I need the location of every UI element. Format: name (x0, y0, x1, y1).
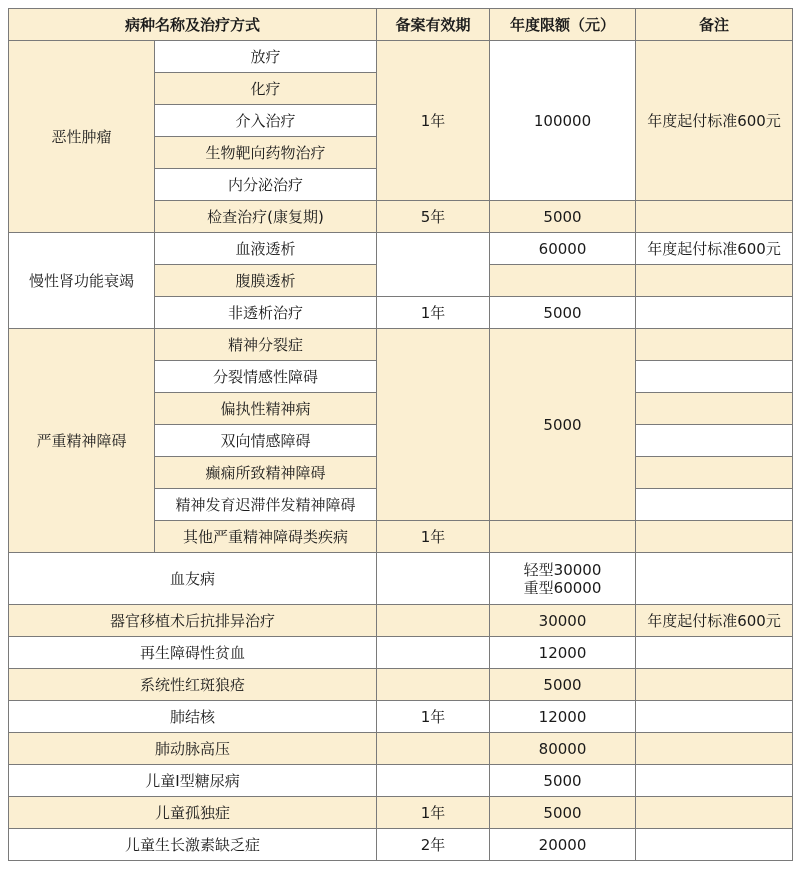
treatment-cell: 偏执性精神病 (155, 393, 377, 425)
limit-cell (490, 553, 636, 605)
validity-cell: 1年 (377, 797, 490, 829)
group-cancer-name: 恶性肿瘤 (9, 41, 155, 233)
validity-cell (377, 669, 490, 701)
limit-cell: 60000 (490, 233, 636, 265)
header-note: 备注 (636, 9, 793, 41)
validity-cell (377, 329, 490, 521)
limit-cell: 12000 (490, 637, 636, 669)
header-validity: 备案有效期 (377, 9, 490, 41)
header-limit: 年度限额（元） (490, 9, 636, 41)
note-cell: 年度起付标准600元 (636, 233, 793, 265)
treatment-cell: 癫痫所致精神障碍 (155, 457, 377, 489)
treatment-cell: 分裂情感性障碍 (155, 361, 377, 393)
validity-cell (377, 637, 490, 669)
validity-cell: 2年 (377, 829, 490, 861)
validity-cell: 1年 (377, 521, 490, 553)
table-row (9, 329, 793, 361)
table-row (9, 637, 793, 669)
limit-line: 重型60000 (523, 578, 602, 597)
note-cell (636, 393, 793, 425)
treatment-cell: 腹膜透析 (155, 265, 377, 297)
table-row (9, 733, 793, 765)
treatment-cell: 化疗 (155, 73, 377, 105)
limit-cell: 5000 (490, 669, 636, 701)
treatment-cell: 检查治疗(康复期) (155, 201, 377, 233)
table-row (9, 41, 793, 73)
treatment-cell: 精神分裂症 (155, 329, 377, 361)
disease-name-cell: 器官移植术后抗排异治疗 (9, 605, 377, 637)
limit-cell: 80000 (490, 733, 636, 765)
table-row (9, 701, 793, 733)
limit-cell (490, 521, 636, 553)
limit-cell: 5000 (490, 329, 636, 521)
limit-cell: 5000 (490, 297, 636, 329)
disease-name-cell: 儿童I型糖尿病 (9, 765, 377, 797)
table-row (9, 233, 793, 265)
treatment-cell: 血液透析 (155, 233, 377, 265)
validity-cell (377, 233, 490, 297)
table-row (9, 669, 793, 701)
disease-name-cell: 肺结核 (9, 701, 377, 733)
group-mental-name: 严重精神障碍 (9, 329, 155, 553)
table-row (9, 605, 793, 637)
treatment-cell: 其他严重精神障碍类疾病 (155, 521, 377, 553)
disease-name-cell: 再生障碍性贫血 (9, 637, 377, 669)
disease-name-cell: 儿童生长激素缺乏症 (9, 829, 377, 861)
note-cell (636, 265, 793, 297)
limit-cell: 5000 (490, 765, 636, 797)
validity-cell (377, 733, 490, 765)
limit-cell: 5000 (490, 797, 636, 829)
table-row (9, 765, 793, 797)
treatment-cell: 精神发育迟滞伴发精神障碍 (155, 489, 377, 521)
treatment-cell: 双向情感障碍 (155, 425, 377, 457)
note-cell (636, 829, 793, 861)
disease-name-cell: 系统性红斑狼疮 (9, 669, 377, 701)
disease-table (8, 8, 793, 861)
validity-cell (377, 553, 490, 605)
table-row (9, 797, 793, 829)
table-row (9, 553, 793, 605)
note-cell: 年度起付标准600元 (636, 605, 793, 637)
note-cell (636, 489, 793, 521)
table-row (9, 829, 793, 861)
treatment-cell: 内分泌治疗 (155, 169, 377, 201)
note-cell (636, 765, 793, 797)
note-cell (636, 733, 793, 765)
note-cell (636, 553, 793, 605)
limit-cell: 30000 (490, 605, 636, 637)
group-renal-name: 慢性肾功能衰竭 (9, 233, 155, 329)
note-cell (636, 797, 793, 829)
validity-cell: 1年 (377, 297, 490, 329)
note-cell (636, 329, 793, 361)
treatment-cell: 放疗 (155, 41, 377, 73)
disease-name-cell: 肺动脉高压 (9, 733, 377, 765)
limit-cell: 20000 (490, 829, 636, 861)
note-cell (636, 701, 793, 733)
limit-cell: 100000 (490, 41, 636, 201)
disease-name-cell: 血友病 (9, 553, 377, 605)
header-row (9, 9, 793, 41)
limit-cell: 12000 (490, 701, 636, 733)
note-cell (636, 669, 793, 701)
limit-cell: 5000 (490, 201, 636, 233)
note-cell (636, 201, 793, 233)
limit-line: 轻型30000 (523, 560, 602, 579)
validity-cell (377, 605, 490, 637)
validity-cell: 5年 (377, 201, 490, 233)
note-cell: 年度起付标准600元 (636, 41, 793, 201)
validity-cell (377, 765, 490, 797)
note-cell (636, 457, 793, 489)
note-cell (636, 637, 793, 669)
note-cell (636, 521, 793, 553)
header-disease: 病种名称及治疗方式 (9, 9, 377, 41)
note-cell (636, 361, 793, 393)
treatment-cell: 介入治疗 (155, 105, 377, 137)
validity-cell: 1年 (377, 701, 490, 733)
treatment-cell: 生物靶向药物治疗 (155, 137, 377, 169)
treatment-cell: 非透析治疗 (155, 297, 377, 329)
validity-cell: 1年 (377, 41, 490, 201)
note-cell (636, 425, 793, 457)
disease-name-cell: 儿童孤独症 (9, 797, 377, 829)
limit-cell (490, 265, 636, 297)
note-cell (636, 297, 793, 329)
